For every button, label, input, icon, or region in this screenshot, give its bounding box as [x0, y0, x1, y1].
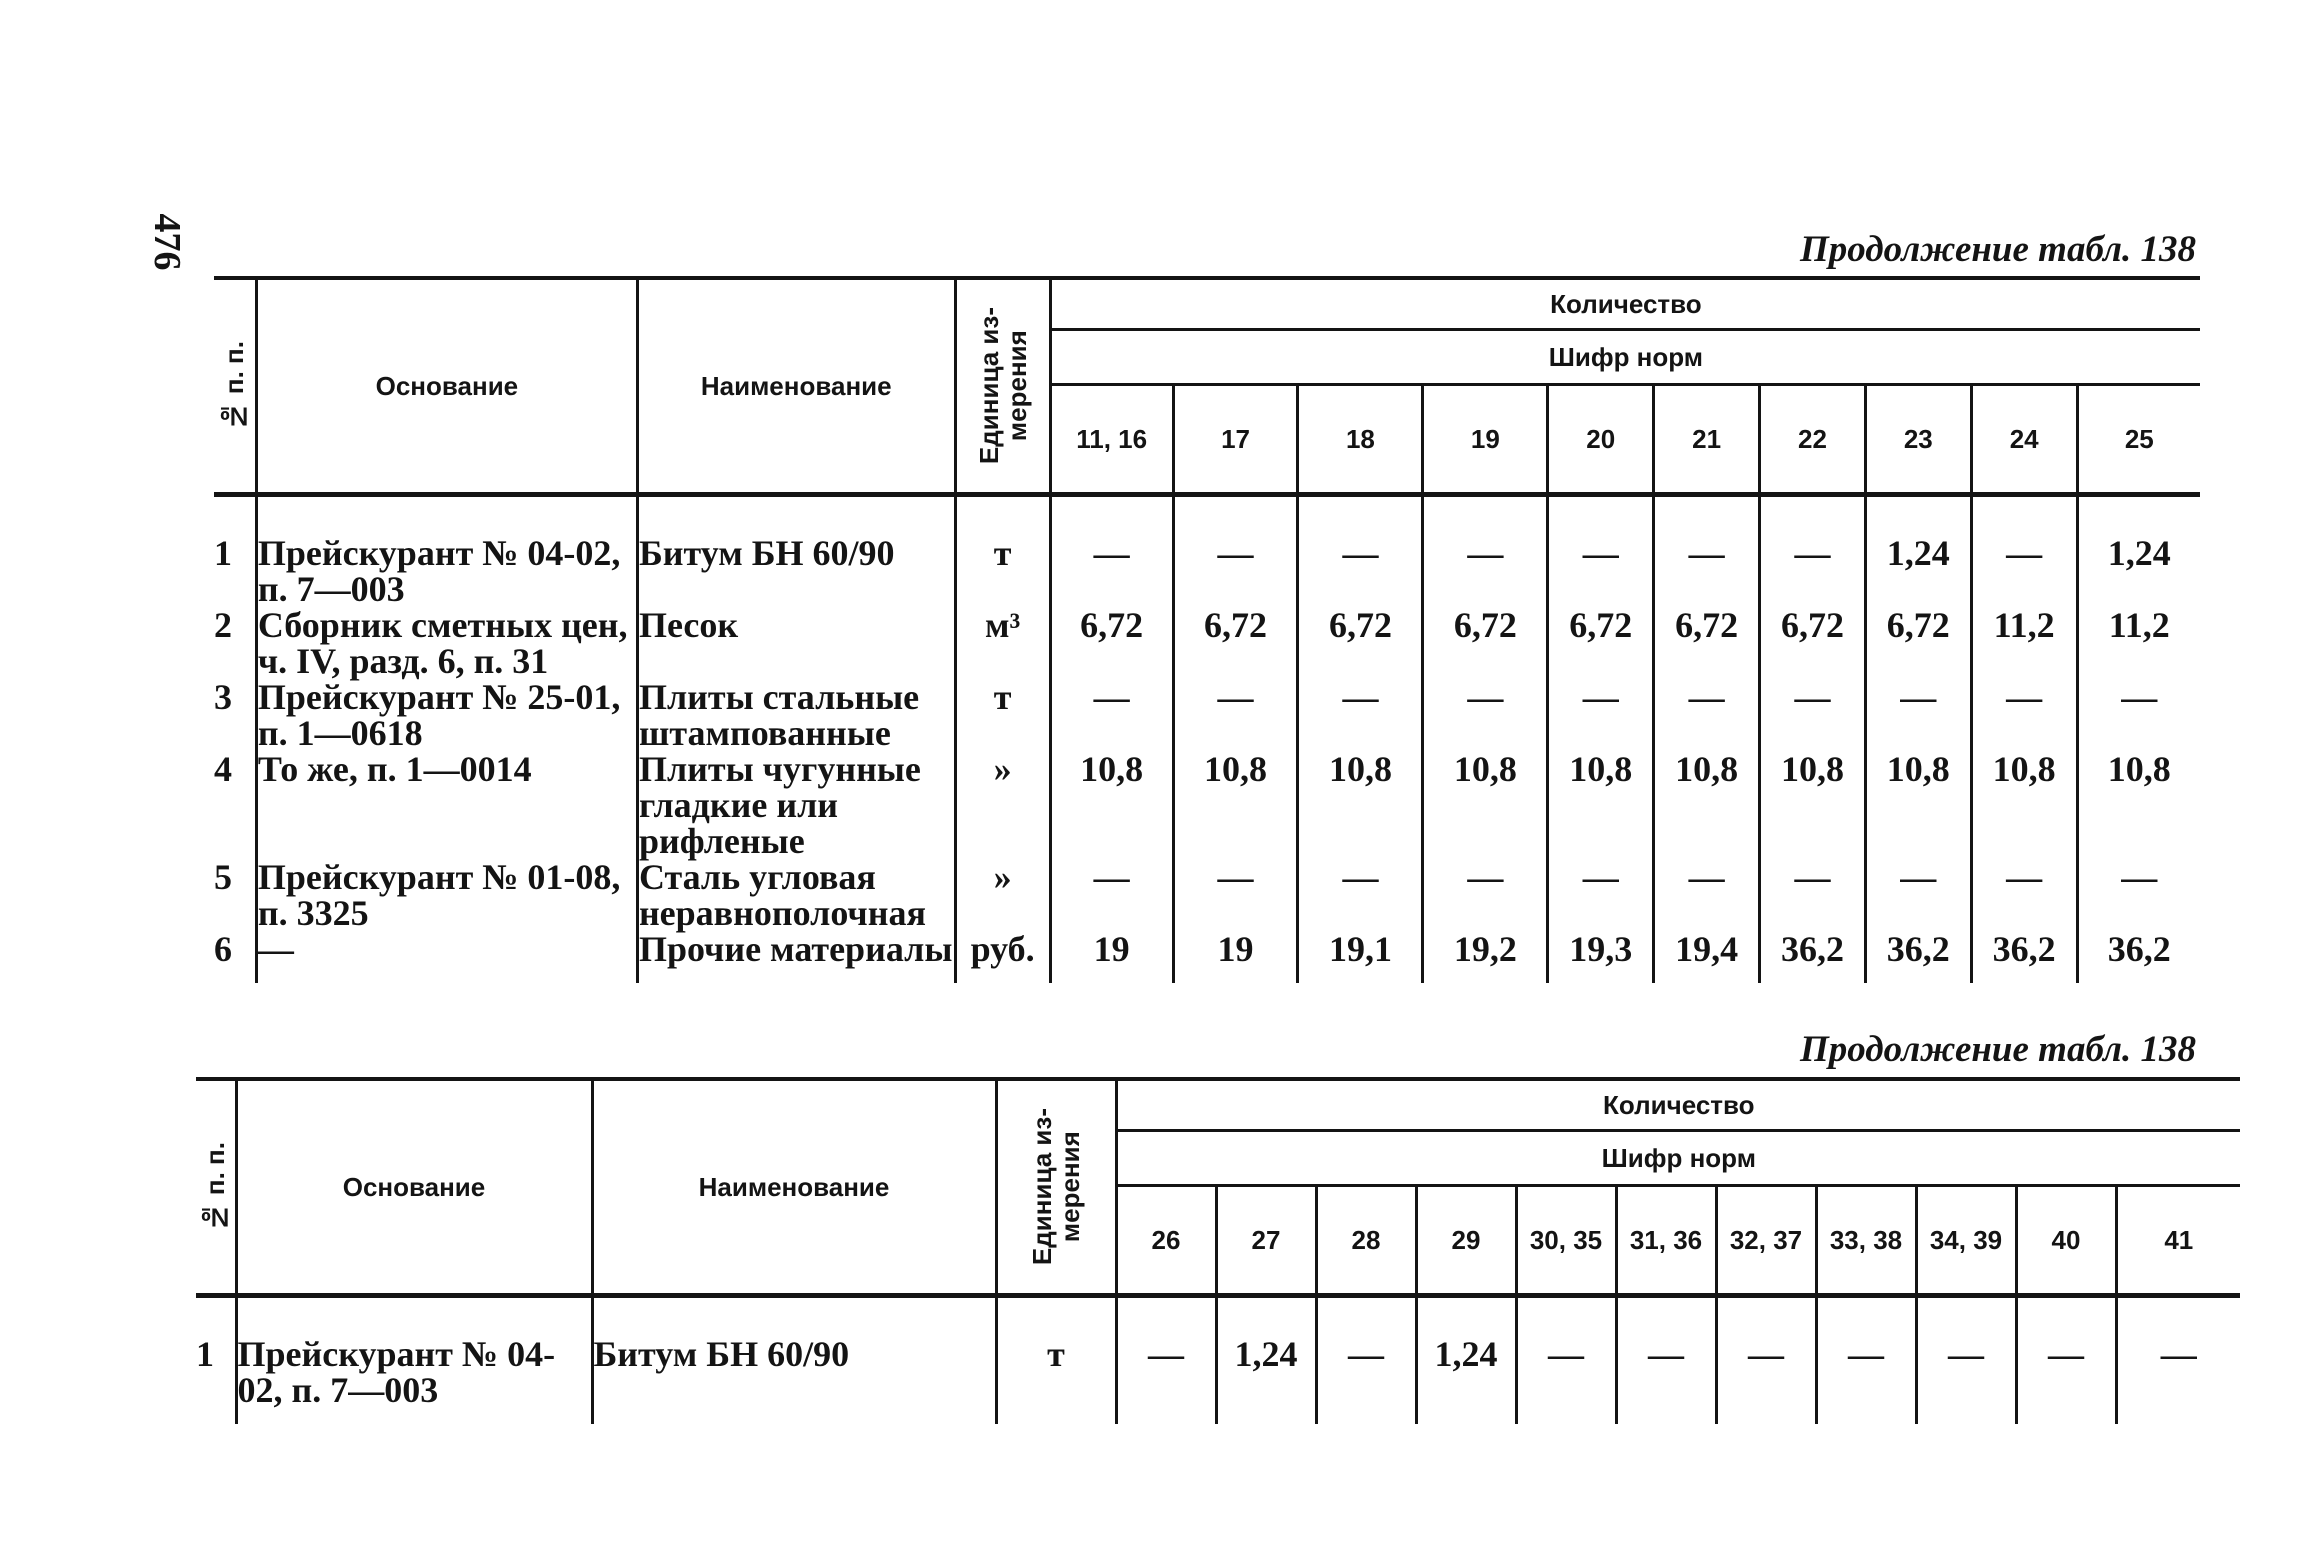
quantity-cell: 6,72 [1173, 607, 1298, 679]
quantity-cell: — [1760, 679, 1866, 751]
quantity-cell: 19,2 [1423, 931, 1548, 983]
quantity-cell: 6,72 [1298, 607, 1423, 679]
quantity-cell: 1,24 [1216, 1296, 1316, 1425]
norm-code-header: 33, 38 [1816, 1186, 1916, 1296]
table-caption: Продолжение табл. 138 [1800, 229, 2196, 270]
quantity-cell: 10,8 [1050, 751, 1173, 859]
quantity-cell: — [2077, 679, 2200, 751]
norm-code-header: 23 [1865, 385, 1971, 495]
quantity-cell: 10,8 [1865, 751, 1971, 859]
name-cell: Плиты стальные штампованные [637, 679, 955, 751]
quantity-cell: — [1548, 679, 1654, 751]
quantity-cell: 1,24 [2077, 495, 2200, 608]
norm-code-header: 29 [1416, 1186, 1516, 1296]
quantity-cell: 1,24 [1416, 1296, 1516, 1425]
norm-code-header: 22 [1760, 385, 1866, 495]
quantity-cell: 10,8 [1423, 751, 1548, 859]
quantity-cell: 10,8 [1173, 751, 1298, 859]
row-number: 1 [196, 1334, 214, 1374]
quantity-cell: 10,8 [1548, 751, 1654, 859]
quantity-cell: — [1173, 679, 1298, 751]
quantity-cell: — [1423, 859, 1548, 931]
quantity-cell: — [2016, 1296, 2116, 1425]
row-number: 1 [214, 533, 232, 573]
norm-code-header: 32, 37 [1716, 1186, 1816, 1296]
norm-code-header: 27 [1216, 1186, 1316, 1296]
quantity-cell: 36,2 [1760, 931, 1866, 983]
quantity-cell: — [1298, 679, 1423, 751]
quantity-cell: — [1050, 859, 1173, 931]
table-row [214, 931, 2200, 983]
quantity-cell: — [1716, 1296, 1816, 1425]
quantity-cell: — [1654, 495, 1760, 608]
header-quantity: Количество [1050, 278, 2200, 330]
quantity-cell: — [1971, 859, 2077, 931]
table-row [214, 607, 2200, 679]
header-unit: Единица из- мерения [996, 1079, 1116, 1296]
quantity-cell: 6,72 [1760, 607, 1866, 679]
norm-code-header: 28 [1316, 1186, 1416, 1296]
norm-code-header: 24 [1971, 385, 2077, 495]
table-row [196, 1296, 2240, 1425]
unit-cell: » [955, 751, 1050, 859]
table-caption: Продолжение табл. 138 [1800, 1029, 2196, 1070]
table-body [196, 1296, 2240, 1425]
unit-cell: т [955, 679, 1050, 751]
quantity-cell: 11,2 [1971, 607, 2077, 679]
quantity-cell: — [1654, 859, 1760, 931]
header-norm-code: Шифр норм [1116, 1131, 2240, 1186]
quantity-cell: — [1654, 679, 1760, 751]
quantity-cell: — [1916, 1296, 2016, 1425]
header-num: № п. п. [214, 278, 256, 495]
quantity-cell: — [1865, 859, 1971, 931]
header-num: № п. п. [196, 1079, 236, 1296]
row-number: 2 [214, 605, 232, 645]
quantity-cell: 36,2 [1971, 931, 2077, 983]
norm-code-header: 19 [1423, 385, 1548, 495]
header-unit: Единица из- мерения [955, 278, 1050, 495]
basis-cell: Прейскурант № 25-01, п. 1—0618 [256, 679, 637, 751]
name-cell: Битум БН 60/90 [592, 1296, 996, 1425]
quantity-cell: — [1616, 1296, 1716, 1425]
unit-cell: » [955, 859, 1050, 931]
norm-code-header: 34, 39 [1916, 1186, 2016, 1296]
quantity-cell: 36,2 [2077, 931, 2200, 983]
unit-cell: м³ [955, 607, 1050, 679]
basis-cell: Сборник сметных цен, ч. IV, разд. 6, п. 31 [256, 607, 637, 679]
quantity-cell: 1,24 [1865, 495, 1971, 608]
quantity-cell: 19 [1050, 931, 1173, 983]
quantity-cell: 19,4 [1654, 931, 1760, 983]
quantity-cell: — [1816, 1296, 1916, 1425]
header-norm-code: Шифр норм [1050, 330, 2200, 385]
norm-code-header: 41 [2116, 1186, 2240, 1296]
quantity-cell: — [2116, 1296, 2240, 1425]
quantity-cell: 19,1 [1298, 931, 1423, 983]
norm-code-header: 25 [2077, 385, 2200, 495]
quantity-cell: — [1173, 859, 1298, 931]
norm-code-header: 31, 36 [1616, 1186, 1716, 1296]
quantity-cell: 6,72 [1654, 607, 1760, 679]
name-cell: Прочие материалы [637, 931, 955, 983]
quantity-cell: — [1050, 679, 1173, 751]
norm-code-header: 21 [1654, 385, 1760, 495]
quantity-cell: 6,72 [1548, 607, 1654, 679]
header-quantity: Количество [1116, 1079, 2240, 1131]
norm-code-header: 11, 16 [1050, 385, 1173, 495]
quantity-cell: — [1298, 495, 1423, 608]
header-name: Наименование [637, 278, 955, 495]
quantity-cell: 10,8 [1971, 751, 2077, 859]
quantity-cell: — [1298, 859, 1423, 931]
basis-cell: То же, п. 1—0014 [256, 751, 637, 859]
row-number: 3 [214, 677, 232, 717]
quantity-cell: 10,8 [1298, 751, 1423, 859]
quantity-cell: 11,2 [2077, 607, 2200, 679]
page-number: 476 [146, 213, 188, 271]
quantity-cell: — [1760, 859, 1866, 931]
row-number: 4 [214, 749, 232, 789]
norm-code-header: 26 [1116, 1186, 1216, 1296]
unit-cell: т [996, 1296, 1116, 1425]
name-cell: Плиты чугунные гладкие или рифленые [637, 751, 955, 859]
name-cell: Сталь угловая неравнополочная [637, 859, 955, 931]
table-row [214, 679, 2200, 751]
quantity-cell: — [1173, 495, 1298, 608]
quantity-cell: 10,8 [1760, 751, 1866, 859]
quantity-cell: — [2077, 859, 2200, 931]
row-number: 6 [214, 929, 232, 969]
quantity-cell: 19,3 [1548, 931, 1654, 983]
table-row [214, 495, 2200, 608]
quantity-cell: — [1865, 679, 1971, 751]
materials-table [214, 276, 2200, 983]
table-row [214, 751, 2200, 859]
norm-code-header: 18 [1298, 385, 1423, 495]
quantity-cell: 10,8 [1654, 751, 1760, 859]
basis-cell: Прейскурант № 04-02, п. 7—003 [236, 1296, 592, 1425]
quantity-cell: 6,72 [1050, 607, 1173, 679]
quantity-cell: 6,72 [1865, 607, 1971, 679]
row-number: 5 [214, 857, 232, 897]
materials-table-continued [196, 1077, 2240, 1424]
quantity-cell: 10,8 [2077, 751, 2200, 859]
norm-code-header: 30, 35 [1516, 1186, 1616, 1296]
quantity-cell: — [1516, 1296, 1616, 1425]
basis-cell: Прейскурант № 04-02, п. 7—003 [256, 495, 637, 608]
name-cell: Песок [637, 607, 955, 679]
quantity-cell: 19 [1173, 931, 1298, 983]
quantity-cell: — [1423, 495, 1548, 608]
quantity-cell: — [1050, 495, 1173, 608]
basis-cell: Прейскурант № 01-08, п. 3325 [256, 859, 637, 931]
header-name: Наименование [592, 1079, 996, 1296]
quantity-cell: — [1423, 679, 1548, 751]
table-body [214, 495, 2200, 984]
header-basis: Основание [256, 278, 637, 495]
unit-cell: руб. [955, 931, 1050, 983]
basis-cell: — [256, 931, 637, 983]
quantity-cell: — [1548, 495, 1654, 608]
quantity-cell: — [1760, 495, 1866, 608]
norm-code-header: 40 [2016, 1186, 2116, 1296]
quantity-cell: — [1971, 679, 2077, 751]
table-row [214, 859, 2200, 931]
quantity-cell: — [1548, 859, 1654, 931]
quantity-cell: 6,72 [1423, 607, 1548, 679]
quantity-cell: — [1116, 1296, 1216, 1425]
norm-code-header: 20 [1548, 385, 1654, 495]
header-basis: Основание [236, 1079, 592, 1296]
quantity-cell: — [1316, 1296, 1416, 1425]
norm-code-header: 17 [1173, 385, 1298, 495]
quantity-cell: 36,2 [1865, 931, 1971, 983]
name-cell: Битум БН 60/90 [637, 495, 955, 608]
unit-cell: т [955, 495, 1050, 608]
quantity-cell: — [1971, 495, 2077, 608]
